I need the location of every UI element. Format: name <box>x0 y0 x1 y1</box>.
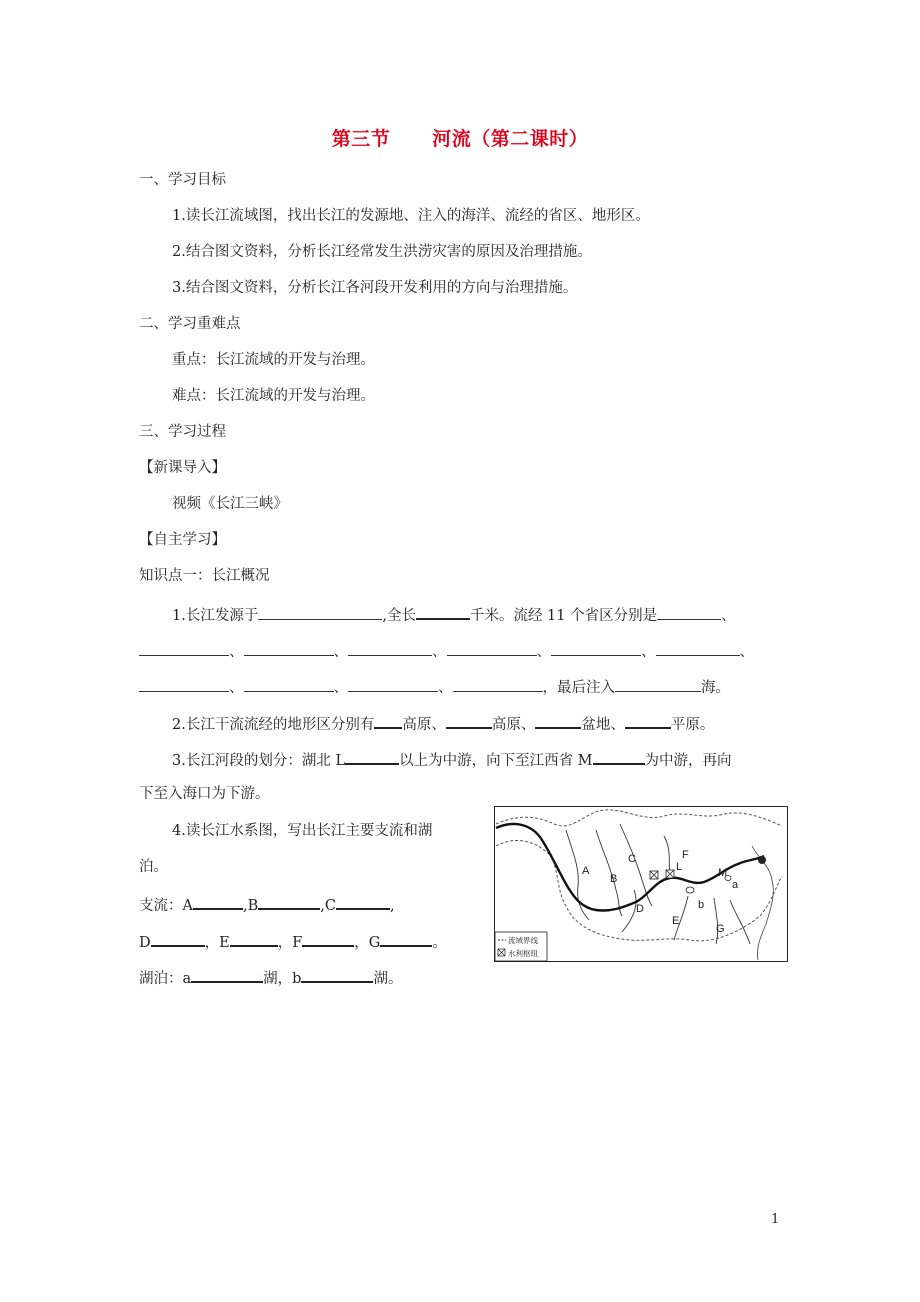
intro-heading: 【新课导入】 <box>139 460 226 476</box>
legend-dam: 水利枢纽 <box>508 949 538 958</box>
blank-lake-a[interactable] <box>191 966 263 983</box>
keypoints-heading: 二、学习重难点 <box>139 316 241 332</box>
yangtze-river-map <box>494 806 788 962</box>
title-name: 河流（第二课时） <box>432 128 589 150</box>
map-label-B: B <box>610 873 618 885</box>
blank-M[interactable] <box>593 748 645 765</box>
intro-text: 视频《长江三峡》 <box>172 496 288 512</box>
knowledge-point-1: 知识点一：长江概况 <box>139 568 270 584</box>
self-study-heading: 【自主学习】 <box>139 532 226 548</box>
blank-province-6[interactable] <box>551 640 641 656</box>
lake-line: 湖泊：a 湖，b 湖。 <box>139 966 402 989</box>
blank-province-4[interactable] <box>348 640 432 656</box>
title-section: 第三节 <box>331 128 391 150</box>
blank-L[interactable] <box>345 748 399 765</box>
map-label-b: b <box>698 899 705 911</box>
difficult-point: 难点：长江流域的开发与治理。 <box>172 388 375 404</box>
goal-item-3: 3.结合图文资料，分析长江各河段开发利用的方向与治理措施。 <box>172 280 578 296</box>
page-title <box>0 124 920 151</box>
question-1-line-2: 、 、 、 、 、 、 <box>139 640 754 662</box>
question-3-line-2: 下至入海口为下游。 <box>139 786 270 802</box>
blank-trib-F[interactable] <box>302 930 354 947</box>
blank-province-10[interactable] <box>348 676 438 692</box>
blank-province-3[interactable] <box>244 640 334 656</box>
goals-heading: 一、学习目标 <box>139 172 226 188</box>
blank-trib-E[interactable] <box>230 930 278 947</box>
blank-province-11[interactable] <box>453 676 543 692</box>
blank-trib-C[interactable] <box>336 893 390 910</box>
question-1-line-1: 1.长江发源于 ,全长 千米。流经 11 个省区分别是 、 <box>172 603 736 626</box>
blank-trib-D[interactable] <box>151 930 205 947</box>
map-label-a: a <box>732 879 739 891</box>
map-legend <box>495 932 547 961</box>
tributary-line-1: 支流：A ,B ,C , <box>139 893 395 916</box>
key-point: 重点：长江流域的开发与治理。 <box>172 352 375 368</box>
question-2: 2.长江干流流经的地形区分别有 高原、 高原、 盆地、 平原。 <box>172 712 714 735</box>
question-4-line-2: 泊。 <box>139 859 168 875</box>
goal-item-2: 2.结合图文资料，分析长江经常发生洪涝灾害的原因及治理措施。 <box>172 244 592 260</box>
legend-boundary: 流域界线 <box>508 936 538 945</box>
blank-province-9[interactable] <box>244 676 334 692</box>
blank-source[interactable] <box>258 604 382 620</box>
question-4-line-1: 4.读长江水系图，写出长江主要支流和湖 <box>172 823 433 839</box>
blank-basin[interactable] <box>535 712 581 729</box>
blank-sea[interactable] <box>615 676 701 692</box>
blank-length[interactable] <box>416 603 470 620</box>
map-label-F: F <box>682 849 689 861</box>
map-label-E: E <box>672 915 680 927</box>
blank-province-1[interactable] <box>657 604 721 620</box>
page-number: 1 <box>771 1212 780 1227</box>
blank-province-7[interactable] <box>656 640 740 656</box>
blank-province-2[interactable] <box>139 640 229 656</box>
map-label-D: D <box>636 903 644 915</box>
blank-plain[interactable] <box>625 712 671 729</box>
map-label-L: L <box>676 861 683 873</box>
blank-trib-A[interactable] <box>193 893 243 910</box>
blank-plateau-2[interactable] <box>446 712 492 729</box>
question-1-line-3: 、 、 、 ，最后注入 海。 <box>139 676 730 698</box>
blank-lake-b[interactable] <box>301 966 373 983</box>
blank-province-5[interactable] <box>447 640 537 656</box>
blank-trib-G[interactable] <box>380 930 432 947</box>
tributary-line-2: D ，E ，F ，G 。 <box>139 930 447 953</box>
goal-item-1: 1.读长江流域图，找出长江的发源地、注入的海洋、流经的省区、地形区。 <box>172 208 650 224</box>
map-label-A: A <box>582 865 590 877</box>
blank-plateau-1[interactable] <box>374 712 402 729</box>
process-heading: 三、学习过程 <box>139 424 226 440</box>
question-3-line-1: 3.长江河段的划分：湖北 L 以上为中游，向下至江西省 M 为中游，再向 <box>172 748 732 771</box>
blank-province-8[interactable] <box>139 676 229 692</box>
map-label-C: C <box>628 853 636 865</box>
blank-trib-B[interactable] <box>258 893 320 910</box>
map-label-M: M <box>718 867 728 879</box>
map-label-G: G <box>716 923 725 935</box>
